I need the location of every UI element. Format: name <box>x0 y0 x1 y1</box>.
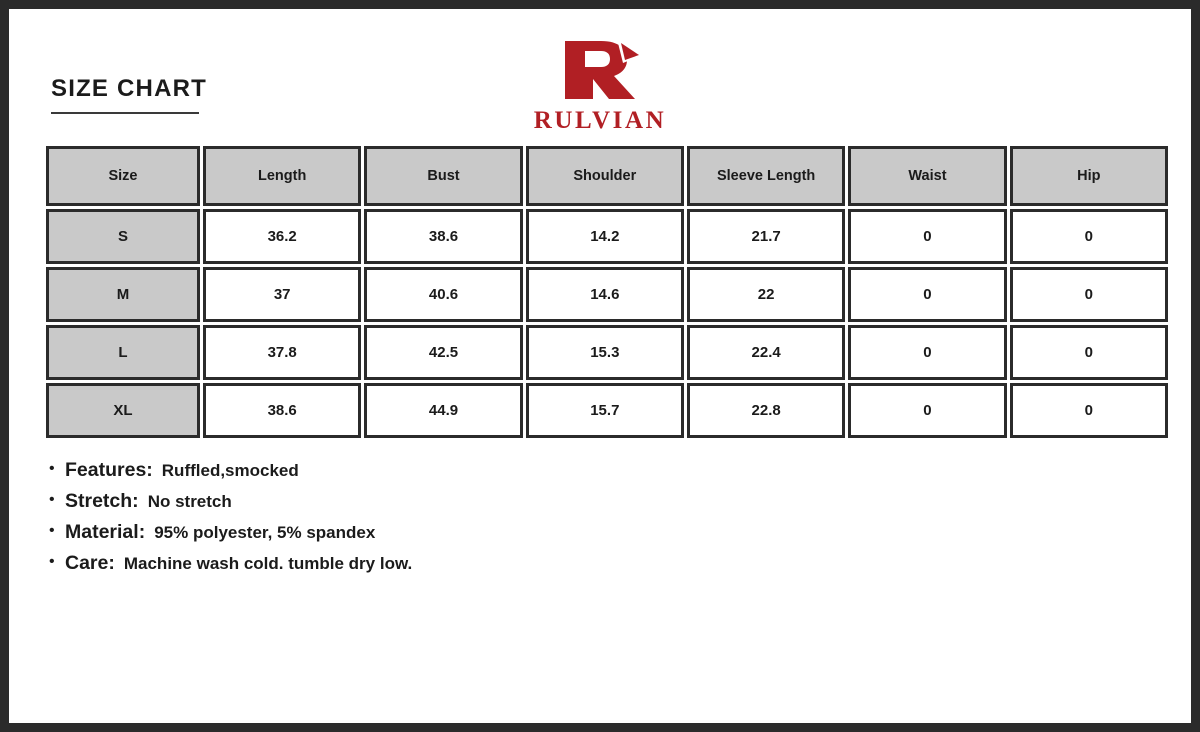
cell-waist: 0 <box>848 209 1006 264</box>
cell-size: S <box>46 209 200 264</box>
cell-length: 38.6 <box>203 383 361 438</box>
note-label: Material: <box>65 521 146 543</box>
page-title: SIZE CHART <box>51 75 207 102</box>
table-header-row <box>46 146 1168 206</box>
cell-sleeve-length: 22 <box>687 267 845 322</box>
list-item <box>49 490 1159 513</box>
table-row <box>46 209 1168 264</box>
cell-hip: 0 <box>1010 383 1168 438</box>
page-inner <box>9 9 1191 723</box>
brand-name: RULVIAN <box>533 107 667 134</box>
note-value: No stretch <box>147 492 232 511</box>
cell-sleeve-length: 21.7 <box>687 209 845 264</box>
cell-bust: 40.6 <box>364 267 522 322</box>
cell-waist: 0 <box>848 383 1006 438</box>
product-notes <box>49 459 1159 575</box>
note-label: Stretch: <box>65 490 139 512</box>
table-row <box>46 383 1168 438</box>
column-header-bust: Bust <box>364 146 522 206</box>
list-item <box>49 459 1159 482</box>
cell-sleeve-length: 22.4 <box>687 325 845 380</box>
cell-waist: 0 <box>848 325 1006 380</box>
cell-bust: 42.5 <box>364 325 522 380</box>
list-item <box>49 552 1159 575</box>
cell-hip: 0 <box>1010 267 1168 322</box>
bullet-icon: • <box>49 553 55 570</box>
table-header <box>46 146 1168 206</box>
column-header-hip: Hip <box>1010 146 1168 206</box>
page-header <box>41 31 1159 135</box>
note-value: 95% polyester, 5% spandex <box>154 523 376 542</box>
cell-shoulder: 14.2 <box>526 209 684 264</box>
table-body <box>46 209 1168 438</box>
cell-waist: 0 <box>848 267 1006 322</box>
bullet-icon: • <box>49 522 55 539</box>
bullet-icon: • <box>49 491 55 508</box>
size-table-wrapper <box>41 143 1159 441</box>
size-chart-table <box>43 143 1171 441</box>
cell-bust: 44.9 <box>364 383 522 438</box>
list-item <box>49 521 1159 544</box>
cell-length: 37.8 <box>203 325 361 380</box>
cell-hip: 0 <box>1010 325 1168 380</box>
table-row <box>46 267 1168 322</box>
cell-length: 36.2 <box>203 209 361 264</box>
cell-shoulder: 15.3 <box>526 325 684 380</box>
column-header-size: Size <box>46 146 200 206</box>
rulvian-r-monogram-icon <box>557 39 643 101</box>
column-header-shoulder: Shoulder <box>526 146 684 206</box>
column-header-length: Length <box>203 146 361 206</box>
cell-shoulder: 14.6 <box>526 267 684 322</box>
cell-bust: 38.6 <box>364 209 522 264</box>
column-header-waist: Waist <box>848 146 1006 206</box>
cell-length: 37 <box>203 267 361 322</box>
cell-size: XL <box>46 383 200 438</box>
brand-lockup <box>41 39 1159 135</box>
note-value: Ruffled,smocked <box>161 461 299 480</box>
note-label: Features: <box>65 459 153 481</box>
column-header-sleeve-length: Sleeve Length <box>687 146 845 206</box>
cell-size: L <box>46 325 200 380</box>
cell-shoulder: 15.7 <box>526 383 684 438</box>
bullet-icon: • <box>49 460 55 477</box>
table-row <box>46 325 1168 380</box>
cell-size: M <box>46 267 200 322</box>
cell-sleeve-length: 22.8 <box>687 383 845 438</box>
note-value: Machine wash cold. tumble dry low. <box>123 554 413 573</box>
note-label: Care: <box>65 552 115 574</box>
cell-hip: 0 <box>1010 209 1168 264</box>
